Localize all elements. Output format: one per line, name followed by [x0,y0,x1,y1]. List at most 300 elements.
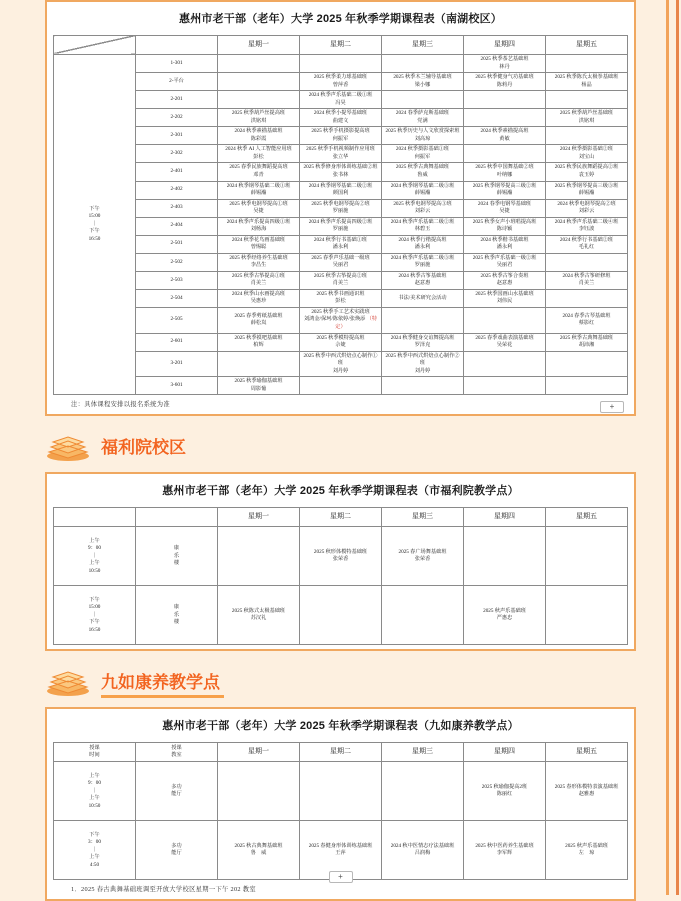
course-cell[interactable] [546,821,628,880]
course-cell[interactable] [546,333,628,351]
table-row [54,217,628,235]
empty-cell [300,586,382,645]
expand-button-jiuru[interactable]: + [329,871,353,883]
corner-cell-room [136,35,218,54]
course-teacher: 苏汉礼 [250,615,267,622]
course-cell[interactable] [382,527,464,586]
course-name: 2025 春形体模特表演基础班 [554,783,619,790]
empty-cell [546,377,628,395]
course-teacher: 刘高琼 [414,135,431,142]
course-teacher: 肖美兰 [332,280,349,287]
course-cell[interactable] [382,127,464,145]
course-cell[interactable] [464,762,546,821]
course-teacher: 张荣香 [414,556,431,563]
course-cell[interactable] [546,163,628,181]
course-name: 2025 秋瑜伽提高2班 [481,783,528,790]
course-cell[interactable] [464,217,546,235]
course-teacher: 严惠忠 [496,615,513,622]
time-column-header [54,743,136,762]
expand-button-nanhu[interactable]: + [600,401,624,413]
course-name: 2025 春季剪纸基础班 [234,312,283,319]
course-cell[interactable] [546,307,628,333]
table-row [54,289,628,307]
course-cell[interactable] [218,217,300,235]
classroom-label [136,762,218,821]
course-cell[interactable] [300,91,382,109]
section-heading-jiuru [45,667,681,697]
text-line: ｜ [91,552,98,559]
empty-cell [382,762,464,821]
table-row [54,199,628,217]
text-line: 上午 [89,854,100,861]
course-teacher: 党满 [417,117,428,124]
text-line: 楼 [173,560,180,567]
course-name: 2025 秋季瑜伽基础班 [234,378,283,385]
course-name: 2024 秋季行楷提高班 [398,236,447,243]
empty-cell [218,762,300,821]
course-teacher: 何振军 [414,153,431,160]
course-name: 2025 秋季木兰辅导基础班 [393,74,452,81]
course-cell[interactable] [464,333,546,351]
course-name: 2024 春季电钢琴基础班 [477,200,532,207]
course-name: 2025 秋季书画通识班 [316,290,365,297]
course-cell[interactable] [464,127,546,145]
table-row [54,91,628,109]
course-cell[interactable] [464,821,546,880]
text-line: 楼 [173,619,180,626]
section-nanhu [0,0,681,416]
empty-cell [546,527,628,586]
course-cell[interactable] [300,181,382,199]
time-slot-label [54,527,136,586]
course-name: 2025 秋季健身气功基础班 [475,74,534,81]
course-name: 2024 秋季声乐基础二级①班 [308,92,373,99]
course-teacher: 黄敏 [499,135,510,142]
course-name: 2025 秋季女声小班唱提高班 [472,218,537,225]
course-teacher: 彭松 [335,298,346,305]
text-line: 上午 [89,560,100,567]
course-teacher: 林丹 [499,63,510,70]
classroom-label [136,586,218,645]
empty-cell [218,55,300,73]
course-teacher: 梁小娜 [414,81,431,88]
course-teacher: 薛锡瀚 [250,190,267,197]
course-teacher: 吴惠珍 [250,298,267,305]
course-cell[interactable] [464,586,546,645]
text-line: 授课 [171,744,182,751]
course-name: 2025 秋中医药养生基础班 [475,842,534,849]
course-name: 2025 秋季葫芦丝基础班 [559,110,614,117]
course-name: 2025 秋季柔力球基础班 [313,74,368,81]
course-teacher: 颜国利 [332,190,349,197]
course-name: 2025 秋季古典舞基础班 [395,164,450,171]
course-cell[interactable] [546,145,628,163]
course-teacher: 袁玉婷 [578,171,595,178]
text-line: 下午 [89,205,100,212]
course-teacher: 胡沛湘 [578,342,595,349]
course-teacher: 鲁 威 [250,850,267,857]
course-teacher: 鲁威 [417,171,428,178]
course-name: 2025 秋季中西式烘焙点心制作②班 [385,352,460,367]
course-cell[interactable] [382,217,464,235]
course-name: 2025 秋季历史与人文欣赏探索班 [385,128,460,135]
course-cell[interactable] [300,199,382,217]
weekday-header-3: 星期三 [382,35,464,54]
course-cell[interactable] [382,73,464,91]
course-teacher: 吴荣花 [496,342,513,349]
course-name: 2025 秋陈式太极基础班 [231,607,286,614]
course-cell[interactable] [464,163,546,181]
classroom-label: 2-504 [136,289,218,307]
weekday-header-1: 星期一 [218,35,300,54]
course-teacher: 毛礼红 [578,244,595,251]
text-line: 16:50 [88,235,101,242]
course-name: 2024 秋季声乐提高四级①班 [226,218,291,225]
classroom-label: 2-302 [136,145,218,163]
course-cell[interactable] [218,289,300,307]
course-teacher: 张书林 [332,171,349,178]
course-name: 2025 秋季模特提高班 [316,334,365,341]
table-title: 惠州市老干部（老年）大学 2025 年秋季学期课程表（九如康养教学点） [162,720,519,733]
course-name: 2024 秋季钢琴基础二级③班 [390,182,455,189]
course-name: 2025 春季民族舞蹈提高班 [229,164,288,171]
course-name: 2024 秋季古筝研修班 [562,272,611,279]
course-name: 2025 秋季手机视频制作应用班 [306,146,375,153]
course-cell[interactable] [382,145,464,163]
section-title-fuliyuan [101,433,186,461]
course-cell[interactable] [218,821,300,880]
course-name: 2024 秋季行书基础①班 [313,236,368,243]
empty-cell [300,55,382,73]
course-cell[interactable] [218,307,300,333]
empty-cell [546,127,628,145]
course-cell[interactable] [464,55,546,73]
course-teacher: 王萍 [335,850,346,857]
course-cell[interactable] [300,351,382,377]
course-name: 2025 秋季古筝提高②班 [313,272,368,279]
weekday-header-5: 星期五 [546,35,628,54]
course-name: 2025 秋季手机摄影提高班 [311,128,370,135]
course-cell[interactable] [300,73,382,91]
empty-cell [382,307,464,333]
text-line: 康 [173,604,180,611]
empty-cell [218,527,300,586]
title-underline [101,695,224,698]
text-line: 多功 [171,783,182,790]
weekday-header-5: 星期五 [546,743,628,762]
classroom-label: 3-201 [136,351,218,377]
course-teacher: 彭松 [253,153,264,160]
text-line: 乐 [173,552,180,559]
course-cell[interactable] [218,271,300,289]
table-note-nanhu: 注：具体课程安排以报名系统为准 [71,401,170,409]
page-edge-stripe-inner [676,0,679,895]
course-name: 2025 秋季民族舞蹈提高②班 [554,164,619,171]
course-cell[interactable] [382,235,464,253]
classroom-label: 2-401 [136,163,218,181]
course-teacher: 曲建文 [332,117,349,124]
weekday-header-3: 星期三 [382,508,464,527]
course-name: 2024 秋季钢琴基础二级①班 [226,182,291,189]
course-name: 2025 秋季茶艺基础班 [480,56,529,63]
course-cell[interactable] [218,145,300,163]
course-name: 2025 秋季手工艺术实践班 [311,308,370,315]
course-teacher: 薛松岚 [250,320,267,327]
course-cell[interactable] [546,109,628,127]
course-cell[interactable] [464,199,546,217]
course-cell[interactable] [546,235,628,253]
text-line: 上午 [89,537,100,544]
course-cell[interactable] [300,333,382,351]
schedule-card-fuliyuan [45,472,636,651]
course-teacher: 罗丽施 [332,226,349,233]
course-name: 2024 秋季小提琴基础班 [313,110,368,117]
course-name: 2025 春季戏曲表演基础班 [475,334,534,341]
weekday-header-5: 星期五 [546,508,628,527]
classroom-label: 3-601 [136,377,218,395]
course-teacher: 洪铭琪 [578,117,595,124]
text-line: 康 [173,545,180,552]
course-name: 2024 春季古琴基础班 [562,312,611,319]
time-slot-label [54,762,136,821]
course-cell[interactable] [382,351,464,377]
course-name: 2025 秋形体模特基础班 [313,548,368,555]
course-name: 2024 秋季健身交谊舞提高班 [390,334,455,341]
classroom-label: 2-202 [136,109,218,127]
course-name: 2024 秋季行书基础②班 [559,236,614,243]
empty-cell [300,377,382,395]
weekday-header-2: 星期二 [300,743,382,762]
course-cell[interactable] [300,235,382,253]
course-cell[interactable] [300,109,382,127]
course-cell[interactable] [300,271,382,289]
empty-cell [546,91,628,109]
classroom-label: 2-502 [136,253,218,271]
empty-cell [382,377,464,395]
classroom-label: 2-201 [136,91,218,109]
course-cell[interactable] [300,163,382,181]
course-name: 2024 秋季花鸟画基础班 [231,236,286,243]
table-row [54,145,628,163]
schedule-card-nanhu [45,0,636,416]
course-cell[interactable] [464,235,546,253]
empty-cell [546,586,628,645]
course-name: 2025 秋季修身形体训练基础②班 [303,164,378,171]
course-cell[interactable] [218,377,300,395]
course-cell[interactable] [300,527,382,586]
empty-cell [464,351,546,377]
course-teacher: 邓青 [253,171,264,178]
course-teacher: 李军辉 [496,850,513,857]
course-cell[interactable] [464,253,546,271]
empty-cell [464,109,546,127]
table-row [54,527,628,586]
course-name: 2025 秋古典舞基础班 [234,842,283,849]
section-title-jiuru [101,668,220,696]
table-row [54,127,628,145]
table-row [54,253,628,271]
table-title: 惠州市老干部（老年）大学 2025 年秋季学期课程表（市福利院教学点） [162,485,519,498]
classroom-label [136,527,218,586]
empty-cell [464,307,546,333]
course-teacher: 冯昊 [335,99,346,106]
classroom-label: 2-平台 [136,73,218,91]
course-cell[interactable] [218,586,300,645]
table-row [54,181,628,199]
course-teacher: 周影葡 [250,385,267,392]
table-row [54,377,628,395]
course-name: 2025 秋季陈氏太极拳基础班 [554,74,619,81]
table-row [54,235,628,253]
empty-cell [300,762,382,821]
table-note-jiuru: 1．2025 春古典舞基础班调至开放大学校区星期一下午 202 教室 [71,886,256,894]
course-teacher: 刘彩云 [578,208,595,215]
course-cell[interactable] [218,163,300,181]
text-line: ｜ [91,787,98,794]
table-row [54,55,628,73]
room-column-header [136,743,218,762]
course-teacher: 李昌生 [250,262,267,269]
course-cell[interactable] [218,235,300,253]
course-cell[interactable] [464,73,546,91]
text-line: ｜ [91,611,98,618]
weekday-header-4: 星期四 [464,743,546,762]
course-cell[interactable] [218,109,300,127]
course-cell[interactable] [218,127,300,145]
table-row [54,351,628,377]
course-cell[interactable] [464,181,546,199]
text-line: 15:00 [88,213,101,220]
course-teacher: 林碧玉 [414,226,431,233]
course-name: 2025 秋季电钢琴提高③班 [393,200,452,207]
course-cell[interactable] [300,217,382,235]
course-cell[interactable] [464,271,546,289]
course-teacher: 刘伟民 [496,298,513,305]
course-cell[interactable] [382,163,464,181]
course-cell[interactable] [382,333,464,351]
course-cell[interactable] [382,253,464,271]
weekday-header-2: 星期二 [300,508,382,527]
course-teacher: 罗泽克 [414,342,431,349]
course-name: 2024 秋中医情志疗法基础班 [390,842,455,849]
course-cell[interactable] [546,199,628,217]
course-cell[interactable] [546,762,628,821]
course-teacher: 佘婕 [335,342,346,349]
weekday-header-4: 星期四 [464,508,546,527]
empty-cell [464,145,546,163]
course-name: 2024 秋季山水画提高班 [231,290,286,297]
empty-cell [218,351,300,377]
empty-cell [218,73,300,91]
course-name: 2025 秋季古典舞基础班 [559,334,614,341]
text-line: 上午 [89,795,100,802]
classroom-label: 2-404 [136,217,218,235]
course-name: 2025 秋季钢琴提高三级③班 [554,182,619,189]
course-name: 书法/美术研究会活动 [398,294,447,301]
course-cell[interactable] [300,253,382,271]
course-teacher: 刘彩云 [414,208,431,215]
classroom-label [136,821,218,880]
course-cell[interactable] [546,217,628,235]
classroom-label: 2-402 [136,181,218,199]
course-name: 2025 秋季摸吧基础班 [234,334,283,341]
weekday-header-1: 星期一 [218,743,300,762]
course-teacher: 赵意惠 [414,280,431,287]
course-teacher: 杨晶 [581,81,592,88]
time-slot-label [54,821,136,880]
course-cell[interactable] [382,271,464,289]
course-name: 2025 春健身形体训练基础班 [308,842,373,849]
table-row [54,163,628,181]
course-name: 2025 春广场舞基础班 [398,548,447,555]
course-teacher: 罗丽施 [332,208,349,215]
course-name: 2024 秋季古筝基础班 [398,272,447,279]
course-cell[interactable] [218,199,300,217]
text-line: 下午 [89,831,100,838]
text-line: 4:50 [89,861,100,868]
course-cell[interactable] [382,199,464,217]
course-name: 2024 秋季楷书基础班 [480,236,529,243]
course-cell[interactable] [300,127,382,145]
course-teacher: 吴捷 [253,208,264,215]
course-teacher: 薛锡瀚 [578,190,595,197]
course-cell[interactable] [382,821,464,880]
course-name: 2025 秋季声乐基础一级②班 [472,254,537,261]
course-cell[interactable] [382,181,464,199]
text-line: 10:50 [88,802,101,809]
course-teacher: 陈诗颖 [496,226,513,233]
text-line: 下午 [89,596,100,603]
course-cell[interactable] [546,271,628,289]
section-jiuru [0,667,681,901]
schedule-card-jiuru [45,707,636,901]
course-teacher: 陈彩霞 [250,135,267,142]
course-cell[interactable] [218,253,300,271]
course-cell[interactable] [382,289,464,307]
course-teacher: 刘丹婷 [414,367,431,374]
course-cell[interactable] [218,181,300,199]
course-tag: （特定） [335,316,378,331]
course-teacher: 薛锡瀚 [414,190,431,197]
course-cell[interactable] [464,289,546,307]
course-name: 2024 秋季声乐基础二级②班 [390,218,455,225]
course-name: 2024 秋季素描提高班 [480,128,529,135]
course-name: 2025 秋声乐基础班 [483,607,526,614]
course-teacher: 赵意惠 [496,280,513,287]
empty-cell [218,91,300,109]
course-teacher: 何振军 [332,135,349,142]
text-line: 教室 [171,752,182,759]
course-teacher: 曾萍香 [332,81,349,88]
text-line: 10:50 [88,567,101,574]
table-row [54,109,628,127]
course-cell[interactable] [546,73,628,91]
course-teacher: 薛锡瀚 [496,190,513,197]
course-cell[interactable] [300,289,382,307]
course-teacher: 刘丹婷 [332,367,349,374]
empty-cell [464,527,546,586]
course-cell[interactable] [300,145,382,163]
course-cell[interactable] [382,109,464,127]
course-cell[interactable] [218,333,300,351]
course-cell[interactable] [300,307,382,333]
text-line: ｜ [91,220,98,227]
course-name: 2025 秋季电钢琴提高①班 [229,200,288,207]
course-cell[interactable] [546,181,628,199]
weekday-header-3: 星期三 [382,743,464,762]
text-line: 能厅 [171,791,182,798]
course-name: 2024 秋季声乐基础二级④班 [554,218,619,225]
